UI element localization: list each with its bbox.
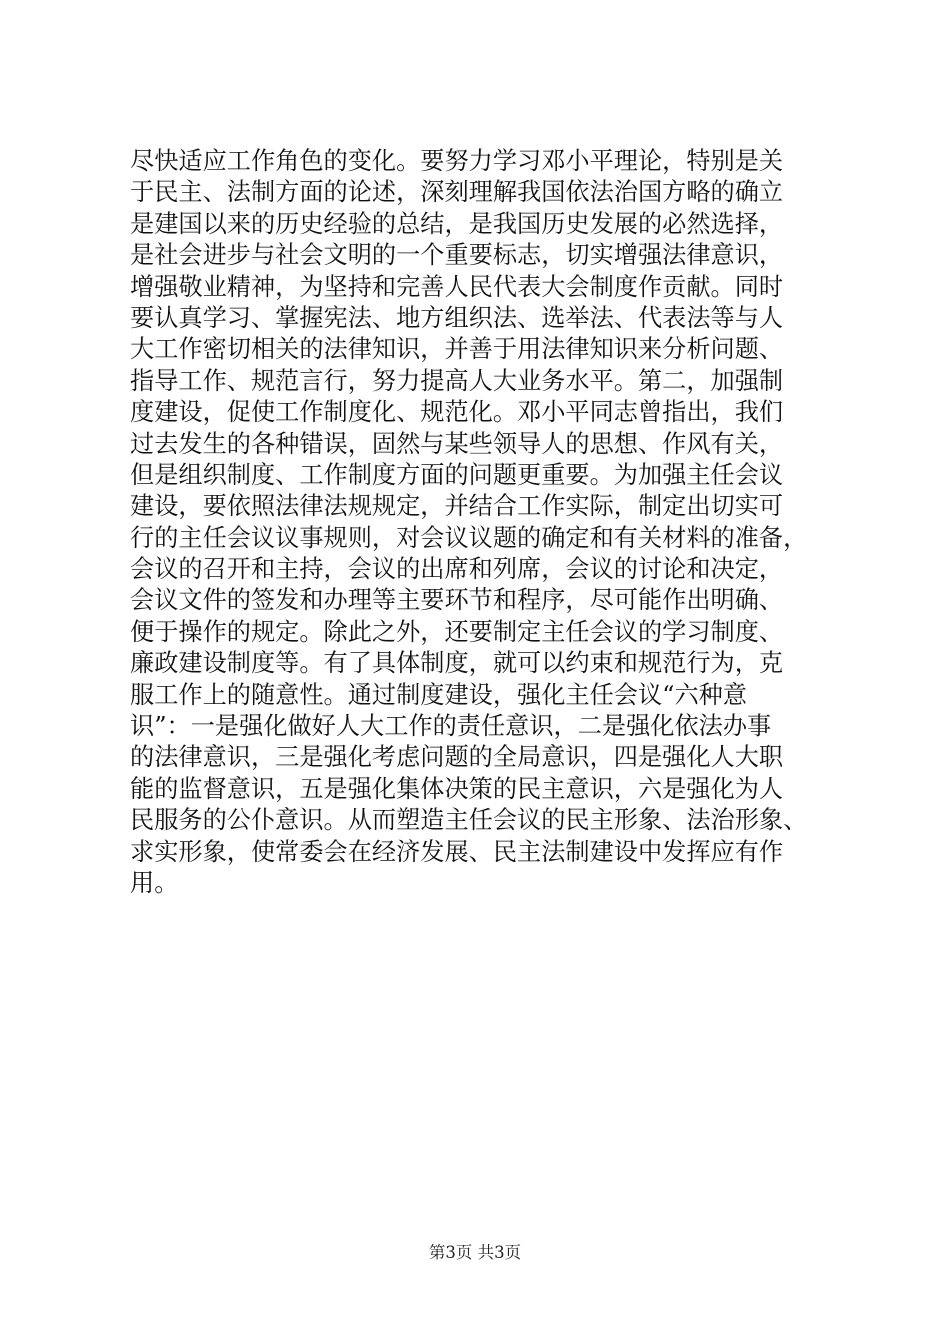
body-paragraph bbox=[130, 146, 842, 899]
text-line: 便于操作的规定。除此之外，还要制定主任会议的学习制度、 bbox=[130, 617, 784, 646]
text-line: 要认真学习、掌握宪法、地方组织法、选举法、代表法等与人 bbox=[130, 303, 784, 332]
text-line: 行的主任会议议事规则，对会议议题的确定和有关材料的准备， bbox=[130, 523, 808, 552]
text-line: 求实形象，使常委会在经济发展、民主法制建设中发挥应有作 bbox=[130, 837, 784, 866]
text-line: 能的监督意识，五是强化集体决策的民主意识，六是强化为人 bbox=[130, 774, 784, 803]
text-line: 识”：一是强化做好人大工作的责任意识，二是强化依法办事 bbox=[130, 712, 772, 741]
text-line: 指导工作、规范言行，努力提高人大业务水平。第二，加强制 bbox=[130, 366, 784, 395]
text-line: 增强敬业精神，为坚持和完善人民代表大会制度作贡献。同时 bbox=[130, 272, 784, 301]
text-line: 服工作上的随意性。通过制度建设，强化主任会议“六种意 bbox=[130, 680, 748, 709]
text-line: 会议的召开和主持，会议的出席和列席，会议的讨论和决定， bbox=[130, 555, 784, 584]
text-line: 过去发生的各种错误，固然与某些领导人的思想、作风有关， bbox=[130, 429, 784, 458]
page-footer: 第3页 共3页 bbox=[428, 1243, 522, 1262]
text-line: 大工作密切相关的法律知识，并善于用法律知识来分析问题、 bbox=[130, 335, 784, 364]
text-line: 是建国以来的历史经验的总结，是我国历史发展的必然选择， bbox=[130, 209, 784, 238]
text-line: 于民主、法制方面的论述，深刻理解我国依法治国方略的确立 bbox=[130, 178, 784, 207]
text-line: 是社会进步与社会文明的一个重要标志，切实增强法律意识， bbox=[130, 241, 784, 270]
text-line: 建设，要依照法律法规规定，并结合工作实际，制定出切实可 bbox=[130, 492, 784, 521]
text-line: 用。 bbox=[130, 868, 179, 897]
text-line: 民服务的公仆意识。从而塑造主任会议的民主形象、法治形象、 bbox=[130, 806, 808, 835]
text-line: 廉政建设制度等。有了具体制度，就可以约束和规范行为，克 bbox=[130, 649, 784, 678]
text-line: 尽快适应工作角色的变化。要努力学习邓小平理论，特别是关 bbox=[130, 147, 784, 175]
text-line: 的法律意识，三是强化考虑问题的全局意识，四是强化人大职 bbox=[130, 743, 784, 772]
text-line: 度建设，促使工作制度化、规范化。邓小平同志曾指出，我们 bbox=[130, 398, 784, 427]
text-line: 会议文件的签发和办理等主要环节和程序，尽可能作出明确、 bbox=[130, 586, 784, 615]
text-line: 但是组织制度、工作制度方面的问题更重要。为加强主任会议 bbox=[130, 460, 784, 489]
